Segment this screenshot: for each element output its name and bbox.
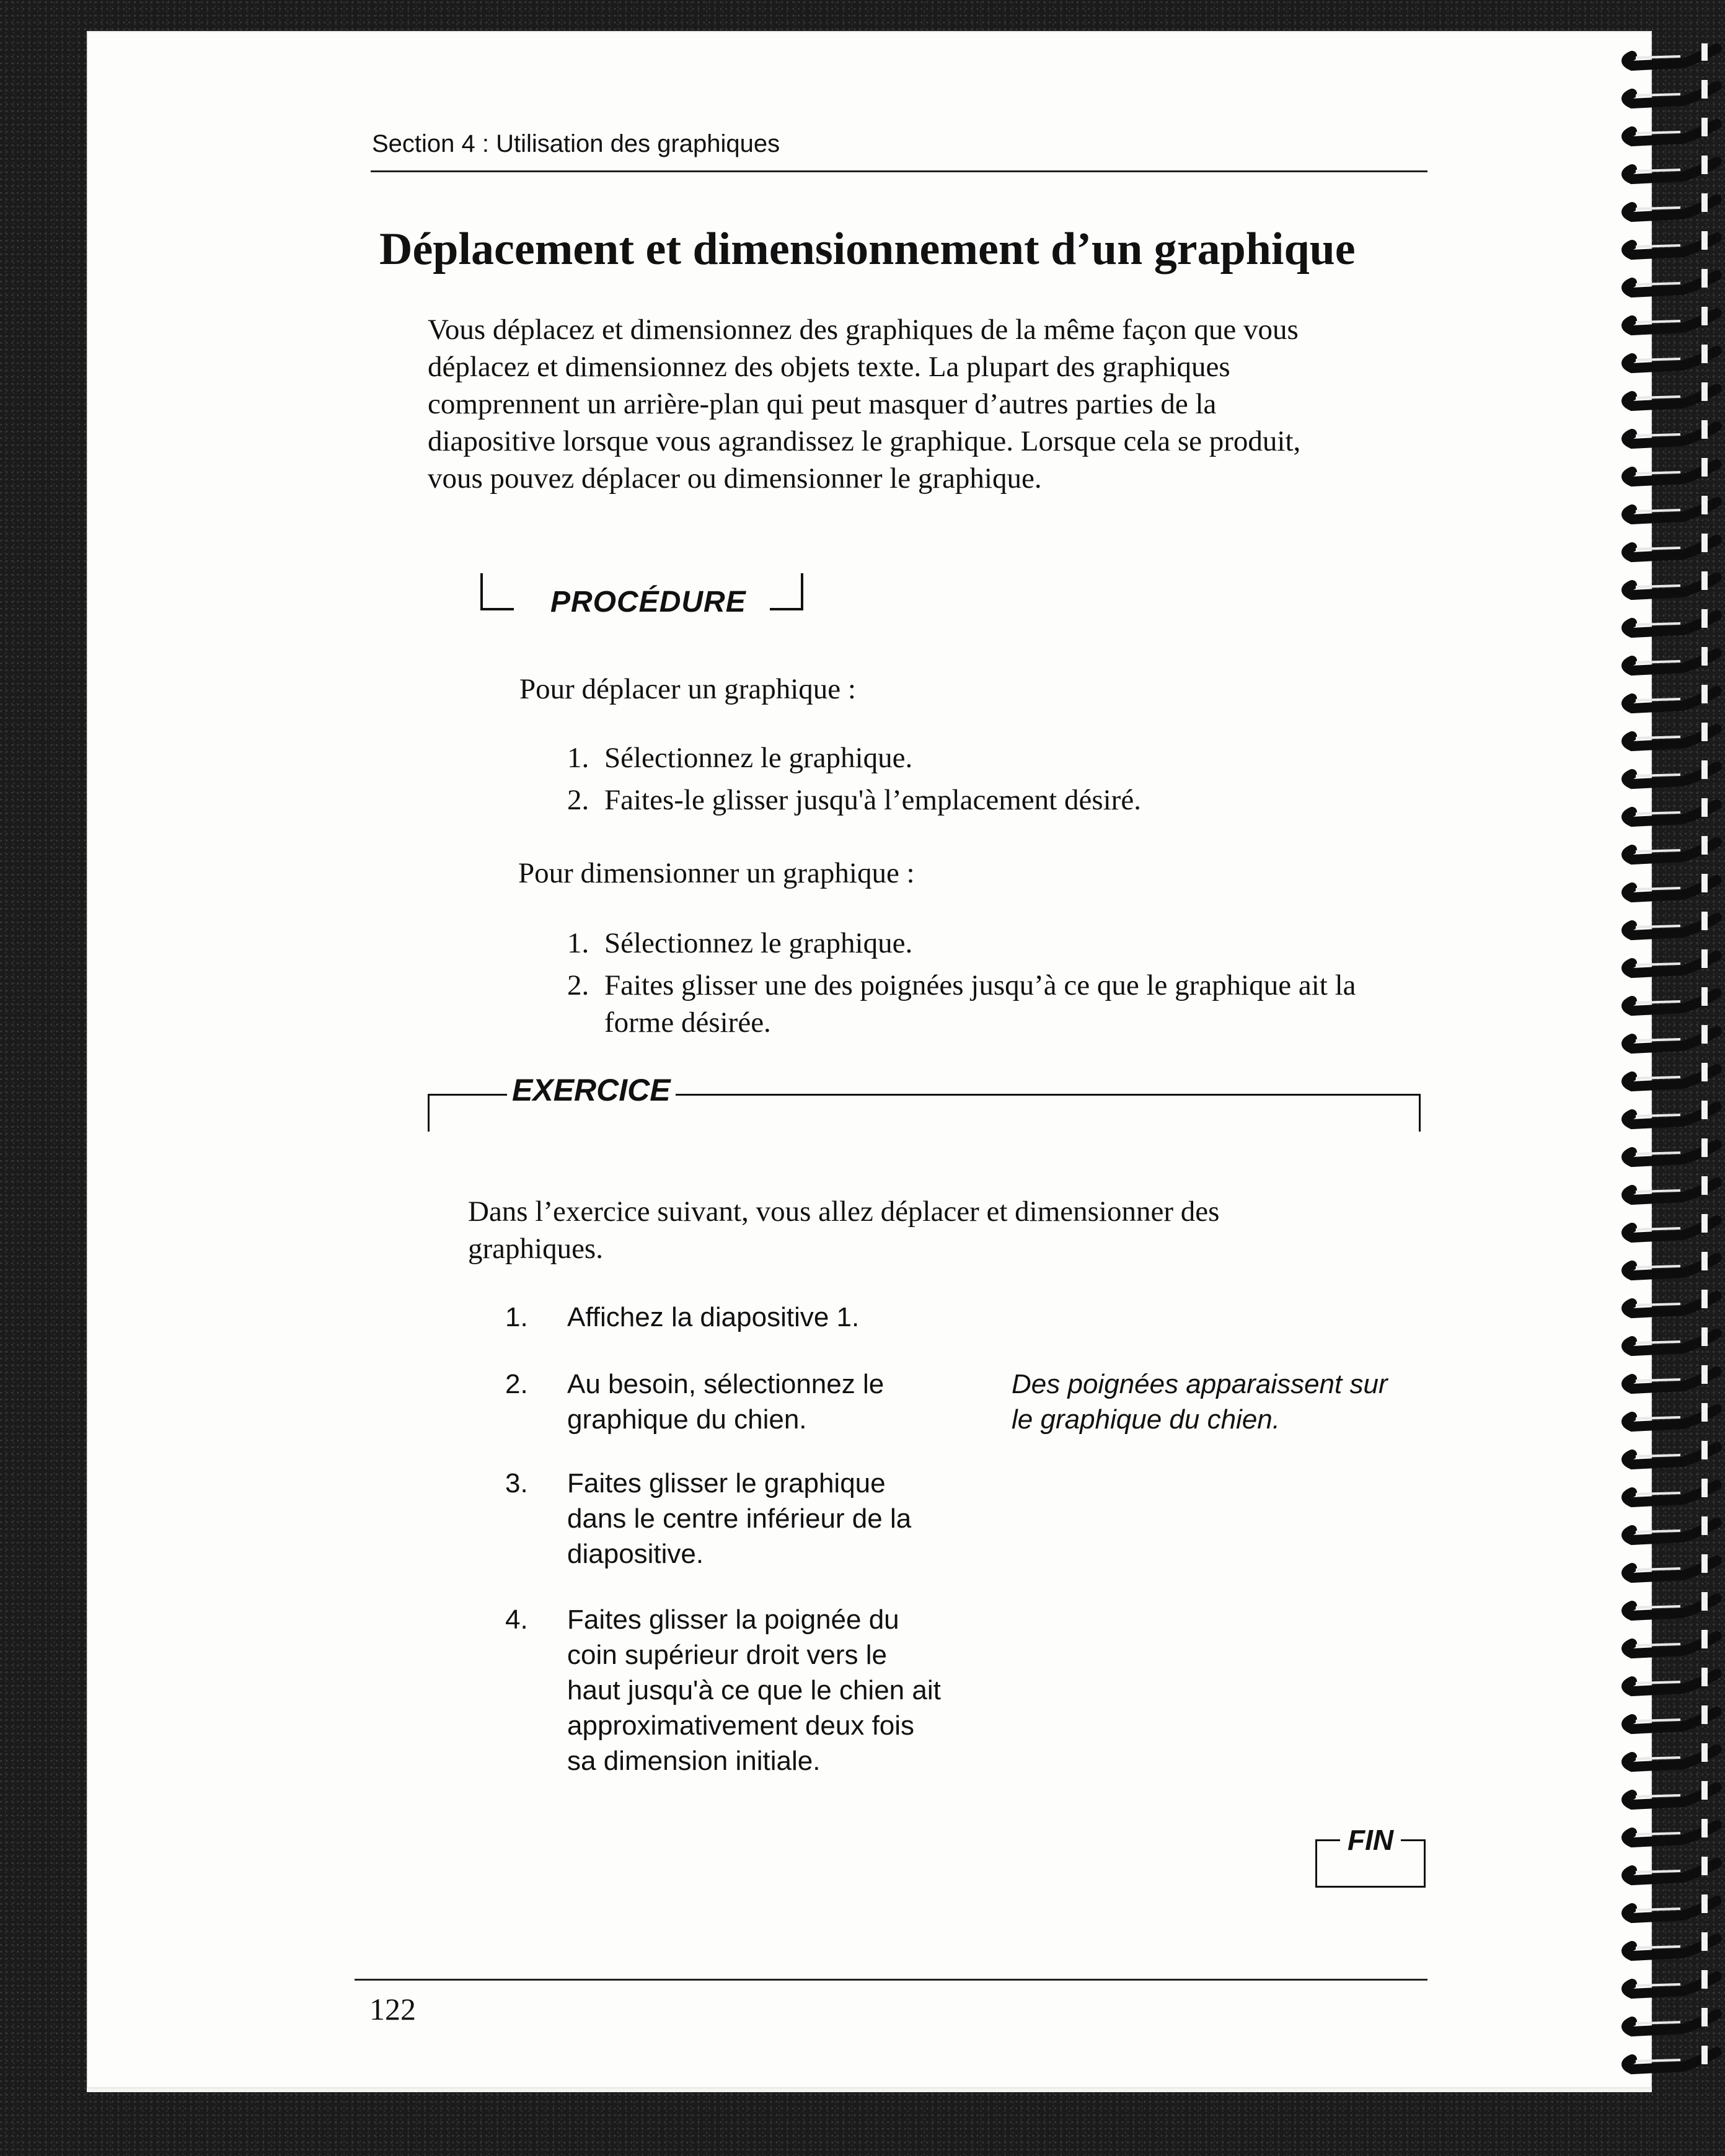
step-text: Affichez la diapositive 1.: [567, 1302, 860, 1332]
intro-line: diapositive lorsque vous agrandissez le graphique. Lorsque cela se produit,: [428, 425, 1301, 457]
spiral-coil: [1626, 1819, 1717, 1842]
spiral-coil: [1626, 1214, 1717, 1238]
spiral-coil: [1626, 43, 1717, 66]
spiral-coil: [1626, 2008, 1717, 2031]
spiral-coil: [1626, 949, 1717, 973]
spiral-coil: [1626, 1176, 1717, 1200]
spiral-coil: [1626, 1101, 1717, 1124]
spiral-coil: [1626, 269, 1717, 293]
spiral-coil: [1626, 193, 1717, 217]
spiral-coil: [1626, 1479, 1717, 1502]
note-line: Des poignées apparaissent sur: [1012, 1369, 1388, 1399]
step-text: approximativement deux fois: [567, 1710, 915, 1741]
exercise-intro-line: graphiques.: [468, 1233, 603, 1265]
spiral-coil: [1626, 1894, 1717, 1918]
spiral-coil: [1626, 156, 1717, 179]
intro-line: déplacez et dimensionnez des objets texte. La plupart des graphiques: [428, 351, 1230, 383]
intro-line: Vous déplacez et dimensionnez des graphiques de la même façon que vous: [428, 314, 1299, 346]
step-text: sa dimension initiale.: [567, 1746, 821, 1776]
spiral-coil: [1626, 1630, 1717, 1653]
step-text: Sélectionnez le graphique.: [604, 927, 913, 959]
move-lead: Pour déplacer un graphique :: [519, 673, 856, 705]
spiral-coil: [1626, 496, 1717, 519]
spiral-coil: [1626, 798, 1717, 822]
spiral-coil: [1626, 118, 1717, 141]
exercise-intro-line: Dans l’exercice suivant, vous allez déplacer et dimensionner des: [468, 1195, 1220, 1228]
spiral-coil: [1626, 1592, 1717, 1616]
spiral-binding: [1608, 43, 1725, 2088]
spiral-coil: [1626, 1290, 1717, 1313]
spiral-coil: [1626, 1705, 1717, 1729]
spiral-coil: [1626, 1668, 1717, 1691]
spiral-coil: [1626, 1025, 1717, 1049]
spiral-coil: [1626, 1063, 1717, 1086]
spiral-coil: [1626, 723, 1717, 746]
spiral-coil: [1626, 80, 1717, 103]
step-text: Faites-le glisser jusqu'à l’emplacement désiré.: [604, 784, 1141, 816]
spiral-coil: [1626, 534, 1717, 557]
step-text: graphique du chien.: [567, 1404, 807, 1435]
spiral-coil: [1626, 1743, 1717, 1767]
spiral-coil: [1626, 685, 1717, 708]
running-header: Section 4 : Utilisation des graphiques: [372, 130, 780, 157]
page-number: 122: [369, 1992, 416, 2026]
intro-line: vous pouvez déplacer ou dimensionner le graphique.: [428, 462, 1042, 495]
spiral-coil: [1626, 1403, 1717, 1427]
step-text: Faites glisser le graphique: [567, 1468, 886, 1498]
spiral-coil: [1626, 912, 1717, 935]
step-number: 1.: [567, 742, 589, 774]
spiral-coil: [1626, 1516, 1717, 1540]
page-title: Déplacement et dimensionnement d’un graphique: [379, 224, 1356, 275]
note-line: le graphique du chien.: [1012, 1404, 1280, 1435]
spiral-coil: [1626, 1138, 1717, 1162]
step-text: Faites glisser la poignée du: [567, 1604, 899, 1635]
header-rule: [371, 170, 1427, 172]
step-text: Faites glisser une des poignées jusqu’à ce que le graphique ait la: [604, 969, 1356, 1001]
spiral-coil: [1626, 1970, 1717, 1994]
resize-lead: Pour dimensionner un graphique :: [518, 857, 915, 889]
step-text: haut jusqu'à ce que le chien ait: [567, 1675, 941, 1705]
spiral-coil: [1626, 874, 1717, 897]
spiral-coil: [1626, 458, 1717, 482]
page-bottom-edge: [87, 2088, 1652, 2092]
step-text: Au besoin, sélectionnez le: [567, 1369, 885, 1399]
step-text: Sélectionnez le graphique.: [604, 742, 913, 774]
spiral-coil: [1626, 1327, 1717, 1351]
exercise-heading: EXERCICE: [507, 1072, 676, 1108]
spiral-coil: [1626, 647, 1717, 671]
spiral-coil: [1626, 1932, 1717, 1956]
spiral-coil: [1626, 1781, 1717, 1805]
step-text: dans le centre inférieur de la: [567, 1503, 912, 1534]
spiral-coil: [1626, 307, 1717, 330]
spiral-coil: [1626, 836, 1717, 860]
step-number: 3.: [505, 1468, 528, 1498]
spiral-coil: [1626, 1365, 1717, 1389]
step-text: coin supérieur droit vers le: [567, 1640, 888, 1670]
step-number: 2.: [505, 1369, 528, 1399]
spiral-coil: [1626, 420, 1717, 444]
procedure-heading: PROCÉDURE: [550, 586, 746, 618]
spiral-coil: [1626, 231, 1717, 255]
spiral-coil: [1626, 1252, 1717, 1275]
spiral-coil: [1626, 571, 1717, 595]
spiral-coil: [1626, 2046, 1717, 2069]
step-text: forme désirée.: [604, 1006, 771, 1039]
spiral-coil: [1626, 1554, 1717, 1578]
spiral-coil: [1626, 1441, 1717, 1464]
step-number: 1.: [505, 1302, 528, 1332]
procedure-bracket-right: [770, 573, 803, 610]
spiral-coil: [1626, 760, 1717, 784]
exercise-intro: [468, 1193, 1460, 1267]
step-text: diapositive.: [567, 1539, 704, 1569]
intro-paragraph: [428, 311, 1444, 497]
exercise-note: [1012, 1366, 1388, 1437]
footer-rule: [355, 1979, 1427, 1981]
spiral-coil: [1626, 987, 1717, 1011]
intro-line: comprennent un arrière-plan qui peut masquer d’autres parties de la: [428, 388, 1217, 420]
end-label: FIN: [1340, 1823, 1401, 1857]
spiral-coil: [1626, 345, 1717, 368]
step-number: 2.: [567, 784, 589, 816]
procedure-bracket-left: [480, 573, 514, 610]
spiral-coil: [1626, 609, 1717, 633]
step-number: 1.: [567, 927, 589, 959]
step-number: 2.: [567, 969, 589, 1001]
step-number: 4.: [505, 1604, 528, 1635]
spiral-coil: [1626, 382, 1717, 406]
spiral-coil: [1626, 1857, 1717, 1880]
